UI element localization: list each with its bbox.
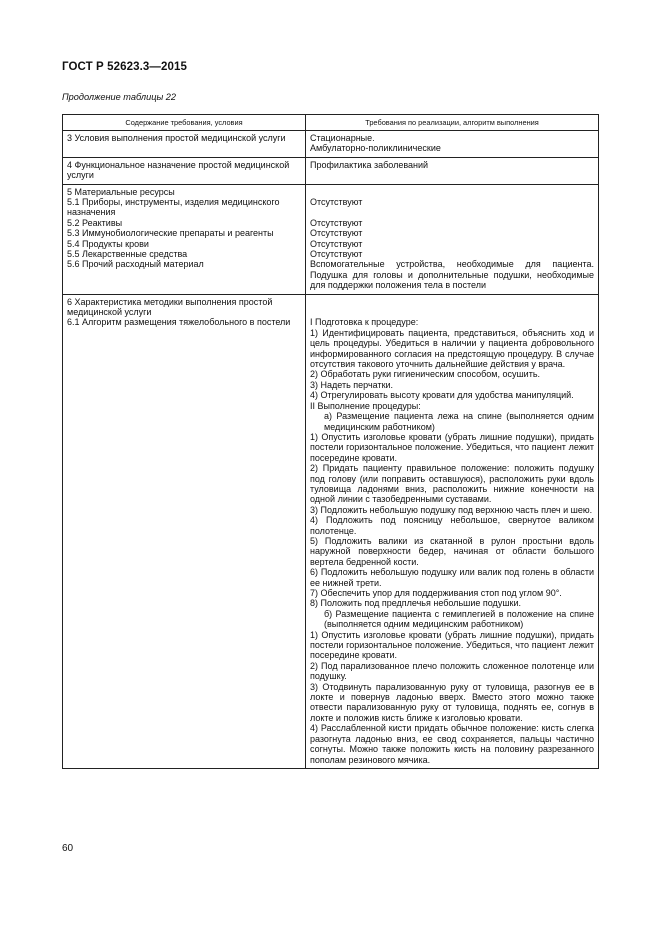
table-row-resources <box>63 184 599 294</box>
row5-right-line: Вспомогательные устройства, необходимые для пациента. Подушка для головы и дополнительные подушки, необходимые для поддержки положения тела в постели <box>310 259 594 291</box>
row5-right-line: Отсутствуют <box>310 228 363 239</box>
row5-right-line: Отсутствуют <box>310 217 363 228</box>
table-row-purpose <box>63 157 599 184</box>
algorithm-step: 7) Обеспечить упор для поддерживания стоп под углом 90°. <box>310 588 562 598</box>
row6-left-line: 6.1 Алгоритм размещения тяжелобольного в постели <box>67 317 291 328</box>
algorithm-step: 4) Расслабленной кисти придать обычное положение: кисть слегка разогнута ладонью вниз, ее свод сохраняется, пальцы частично согнуты. Можно также положить кисть на половину разрезанного пополам резинового мячика. <box>310 723 594 765</box>
algorithm-step: 8) Положить под предплечья небольшие подушки. <box>310 598 521 609</box>
algorithm-step: б) Размещение пациента с гемиплегией в положение на спине (выполняется одним медицинским работником) <box>324 608 594 630</box>
row4-left: 4 Функциональное назначение простой медицинской услуги <box>63 157 306 184</box>
table-header-row <box>63 115 599 131</box>
algorithm-step: 2) Обработать руки гигиеническим способом, осушить. <box>310 369 541 380</box>
algorithm-step: 3) Отодвинуть парализованную руку от туловища, разогнув ее в локте и повернув ладонью вверх. Вместо этого можно также отвести парализованную руку от туловища, поднять ее, согнув в локте и положив кисть ближе к изголовью кровати. <box>310 681 594 723</box>
row3-left: 3 Условия выполнения простой медицинской услуги <box>63 131 306 158</box>
algorithm-step: 1) Идентифицировать пациента, представиться, объяснить ход и цель процедуры. Убедиться в наличии у пациента добровольного информированного согласия на предстоящую процедуру. В случае отсутствия такового уточнить дальнейшие действия у врача. <box>310 327 594 370</box>
row3-right-line: Стационарные. <box>310 133 375 143</box>
algorithm-step: а) Размещение пациента лежа на спине (выполняется одним медицинским работником) <box>324 411 594 432</box>
row3-right-line: Амбулаторно-поликлинические <box>310 143 441 154</box>
algorithm-step: 2) Под парализованное плечо положить сложенное полотенце или подушку. <box>310 660 594 682</box>
row5-right <box>306 184 599 294</box>
requirements-table <box>62 114 599 769</box>
header-requirement-content: Содержание требования, условия <box>63 115 306 131</box>
row5-right-line: Отсутствуют <box>310 249 363 260</box>
algorithm-step: 2) Придать пациенту правильное положение: положить подушку под голову (или поправить оставшуюся), расположить руки вдоль туловища ладонями вниз, расположить нижние конечности на одной линии с тазобедренными суставами. <box>310 463 594 505</box>
algorithm-step: 4) Подложить под поясницу небольшое, свернутое валиком полотенце. <box>310 515 594 536</box>
page-number: 60 <box>62 843 74 854</box>
header-implementation-requirements: Требования по реализации, алгоритм выполнения <box>306 115 599 131</box>
row5-left-line: 5.3 Иммунобиологические препараты и реагенты <box>67 228 274 239</box>
row5-left <box>63 184 306 294</box>
document-title: ГОСТ Р 52623.3—2015 <box>62 61 187 73</box>
row5-right-line: Отсутствуют <box>310 238 363 249</box>
table-continuation-label: Продолжение таблицы 22 <box>62 92 177 102</box>
row5-left-line: 5.6 Прочий расходный материал <box>67 259 204 270</box>
row5-right-line: Отсутствуют <box>310 197 363 208</box>
row6-right <box>306 294 599 768</box>
algorithm-step: 4) Отрегулировать высоту кровати для удобства манипуляций. <box>310 390 574 401</box>
row5-left-line: 5.2 Реактивы <box>67 217 123 228</box>
algorithm-step: 1) Опустить изголовье кровати (убрать лишние подушки), придать постели горизонтальное положение. Убедиться, что пациент лежит посередине кровати. <box>310 431 594 463</box>
algorithm-step: II Выполнение процедуры: <box>310 400 421 411</box>
row6-left <box>63 294 306 768</box>
algorithm-step: 3) Надеть перчатки. <box>310 379 394 390</box>
row3-right <box>306 131 599 158</box>
row5-left-line: 5 Материальные ресурсы <box>67 186 175 197</box>
table-row-methodology <box>63 294 599 768</box>
row5-left-line: 5.1 Приборы, инструменты, изделия медицинского назначения <box>67 197 280 218</box>
row4-right: Профилактика заболеваний <box>306 157 599 184</box>
algorithm-step: 5) Подложить валики из скатанной в рулон простыни вдоль наружной поверхности бедер, начиная от области большого вертела бедренной кости. <box>310 535 594 567</box>
algorithm-step: 1) Опустить изголовье кровати (убрать лишние подушки), придать постели горизонтальное положение. Убедиться, что пациент лежит посередине кровати. <box>310 629 594 661</box>
table-row-conditions <box>63 131 599 158</box>
algorithm-step: 3) Подложить небольшую подушку под верхнюю часть плеч и шею. <box>310 504 593 515</box>
algorithm-step: 6) Подложить небольшую подушку или валик под голень в области ее нижней трети. <box>310 567 594 588</box>
algorithm-step: I Подготовка к процедуре: <box>310 317 419 328</box>
row6-left-line: 6 Характеристика методики выполнения простой медицинской услуги <box>67 296 273 318</box>
row5-left-line: 5.4 Продукты крови <box>67 238 149 249</box>
row5-left-line: 5.5 Лекарственные средства <box>67 249 188 260</box>
